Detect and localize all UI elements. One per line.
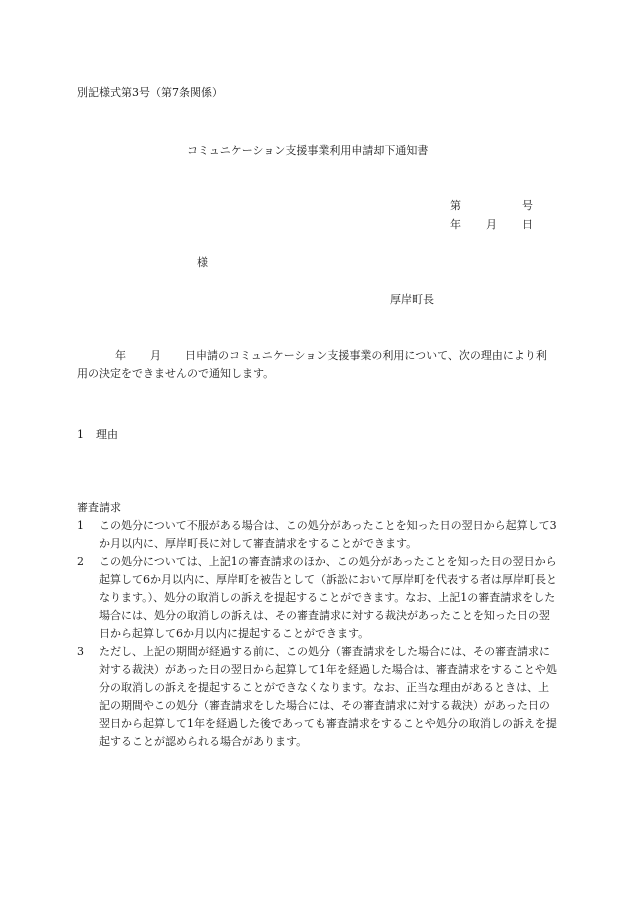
number-prefix: 第 — [450, 199, 461, 212]
date-day: 日 — [522, 218, 533, 231]
review-item-number: 3 — [77, 645, 84, 658]
review-item — [77, 643, 559, 751]
review-list — [77, 517, 559, 751]
review-item-number: 2 — [77, 555, 84, 568]
reason-number: 1 — [77, 428, 84, 441]
intro-month: 月 — [150, 349, 161, 362]
number-suffix: 号 — [522, 199, 533, 212]
document-date-row — [450, 217, 545, 233]
intro-text: 日申請のコミュニケーション支援事業の利用について、次の理由により利用の決定をできませんので通知します。 — [77, 349, 547, 380]
intro-paragraph — [77, 347, 557, 383]
reason-heading — [77, 427, 118, 443]
document-number-row — [450, 198, 545, 214]
reason-label: 理由 — [96, 428, 118, 441]
review-item-text: この処分については、上記1の審査請求のほか、この処分があったことを知った日の翌日から起算して6か月以内に、厚岸町を被告として（訴訟において厚岸町を代表する者は厚岸町長となります。）、処分の取消しの訴えを提起することができます。なお、上記1の審査請求をした場合には、処分の取消しの訴えは、その審査請求に対する裁決があったことを知った日の翌日から起算して6か月以内に提起することができます。 — [99, 555, 557, 640]
review-item-text: この処分について不服がある場合は、この処分があったことを知った日の翌日から起算して3か月以内に、厚岸町長に対して審査請求をすることができます。 — [99, 519, 557, 550]
review-item — [77, 553, 559, 643]
review-item — [77, 517, 559, 553]
intro-year: 年 — [115, 349, 126, 362]
addressee: 様 — [197, 256, 208, 269]
review-item-number: 1 — [77, 519, 84, 532]
document-title: コミュニケーション支援事業利用申請却下通知書 — [187, 144, 429, 157]
date-month: 月 — [486, 218, 497, 231]
issuer: 厚岸町長 — [390, 293, 434, 306]
form-number: 別記様式第3号（第7条関係） — [77, 86, 223, 99]
date-year: 年 — [450, 218, 461, 231]
review-heading: 審査請求 — [77, 501, 121, 514]
review-item-text: ただし、上記の期間が経過する前に、この処分（審査請求をした場合には、その審査請求に対する裁決）があった日の翌日から起算して1年を経過した場合は、審査請求をすることや処分の取消しの訴えを提起することができなくなります。なお、正当な理由があるときは、上記の期間やこの処分（審査請求をした場合には、その審査請求に対する裁決）があった日の翌日から起算して1年を経過した後であっても審査請求をすることや処分の取消しの訴えを提起することが認められる場合があります。 — [99, 645, 557, 748]
